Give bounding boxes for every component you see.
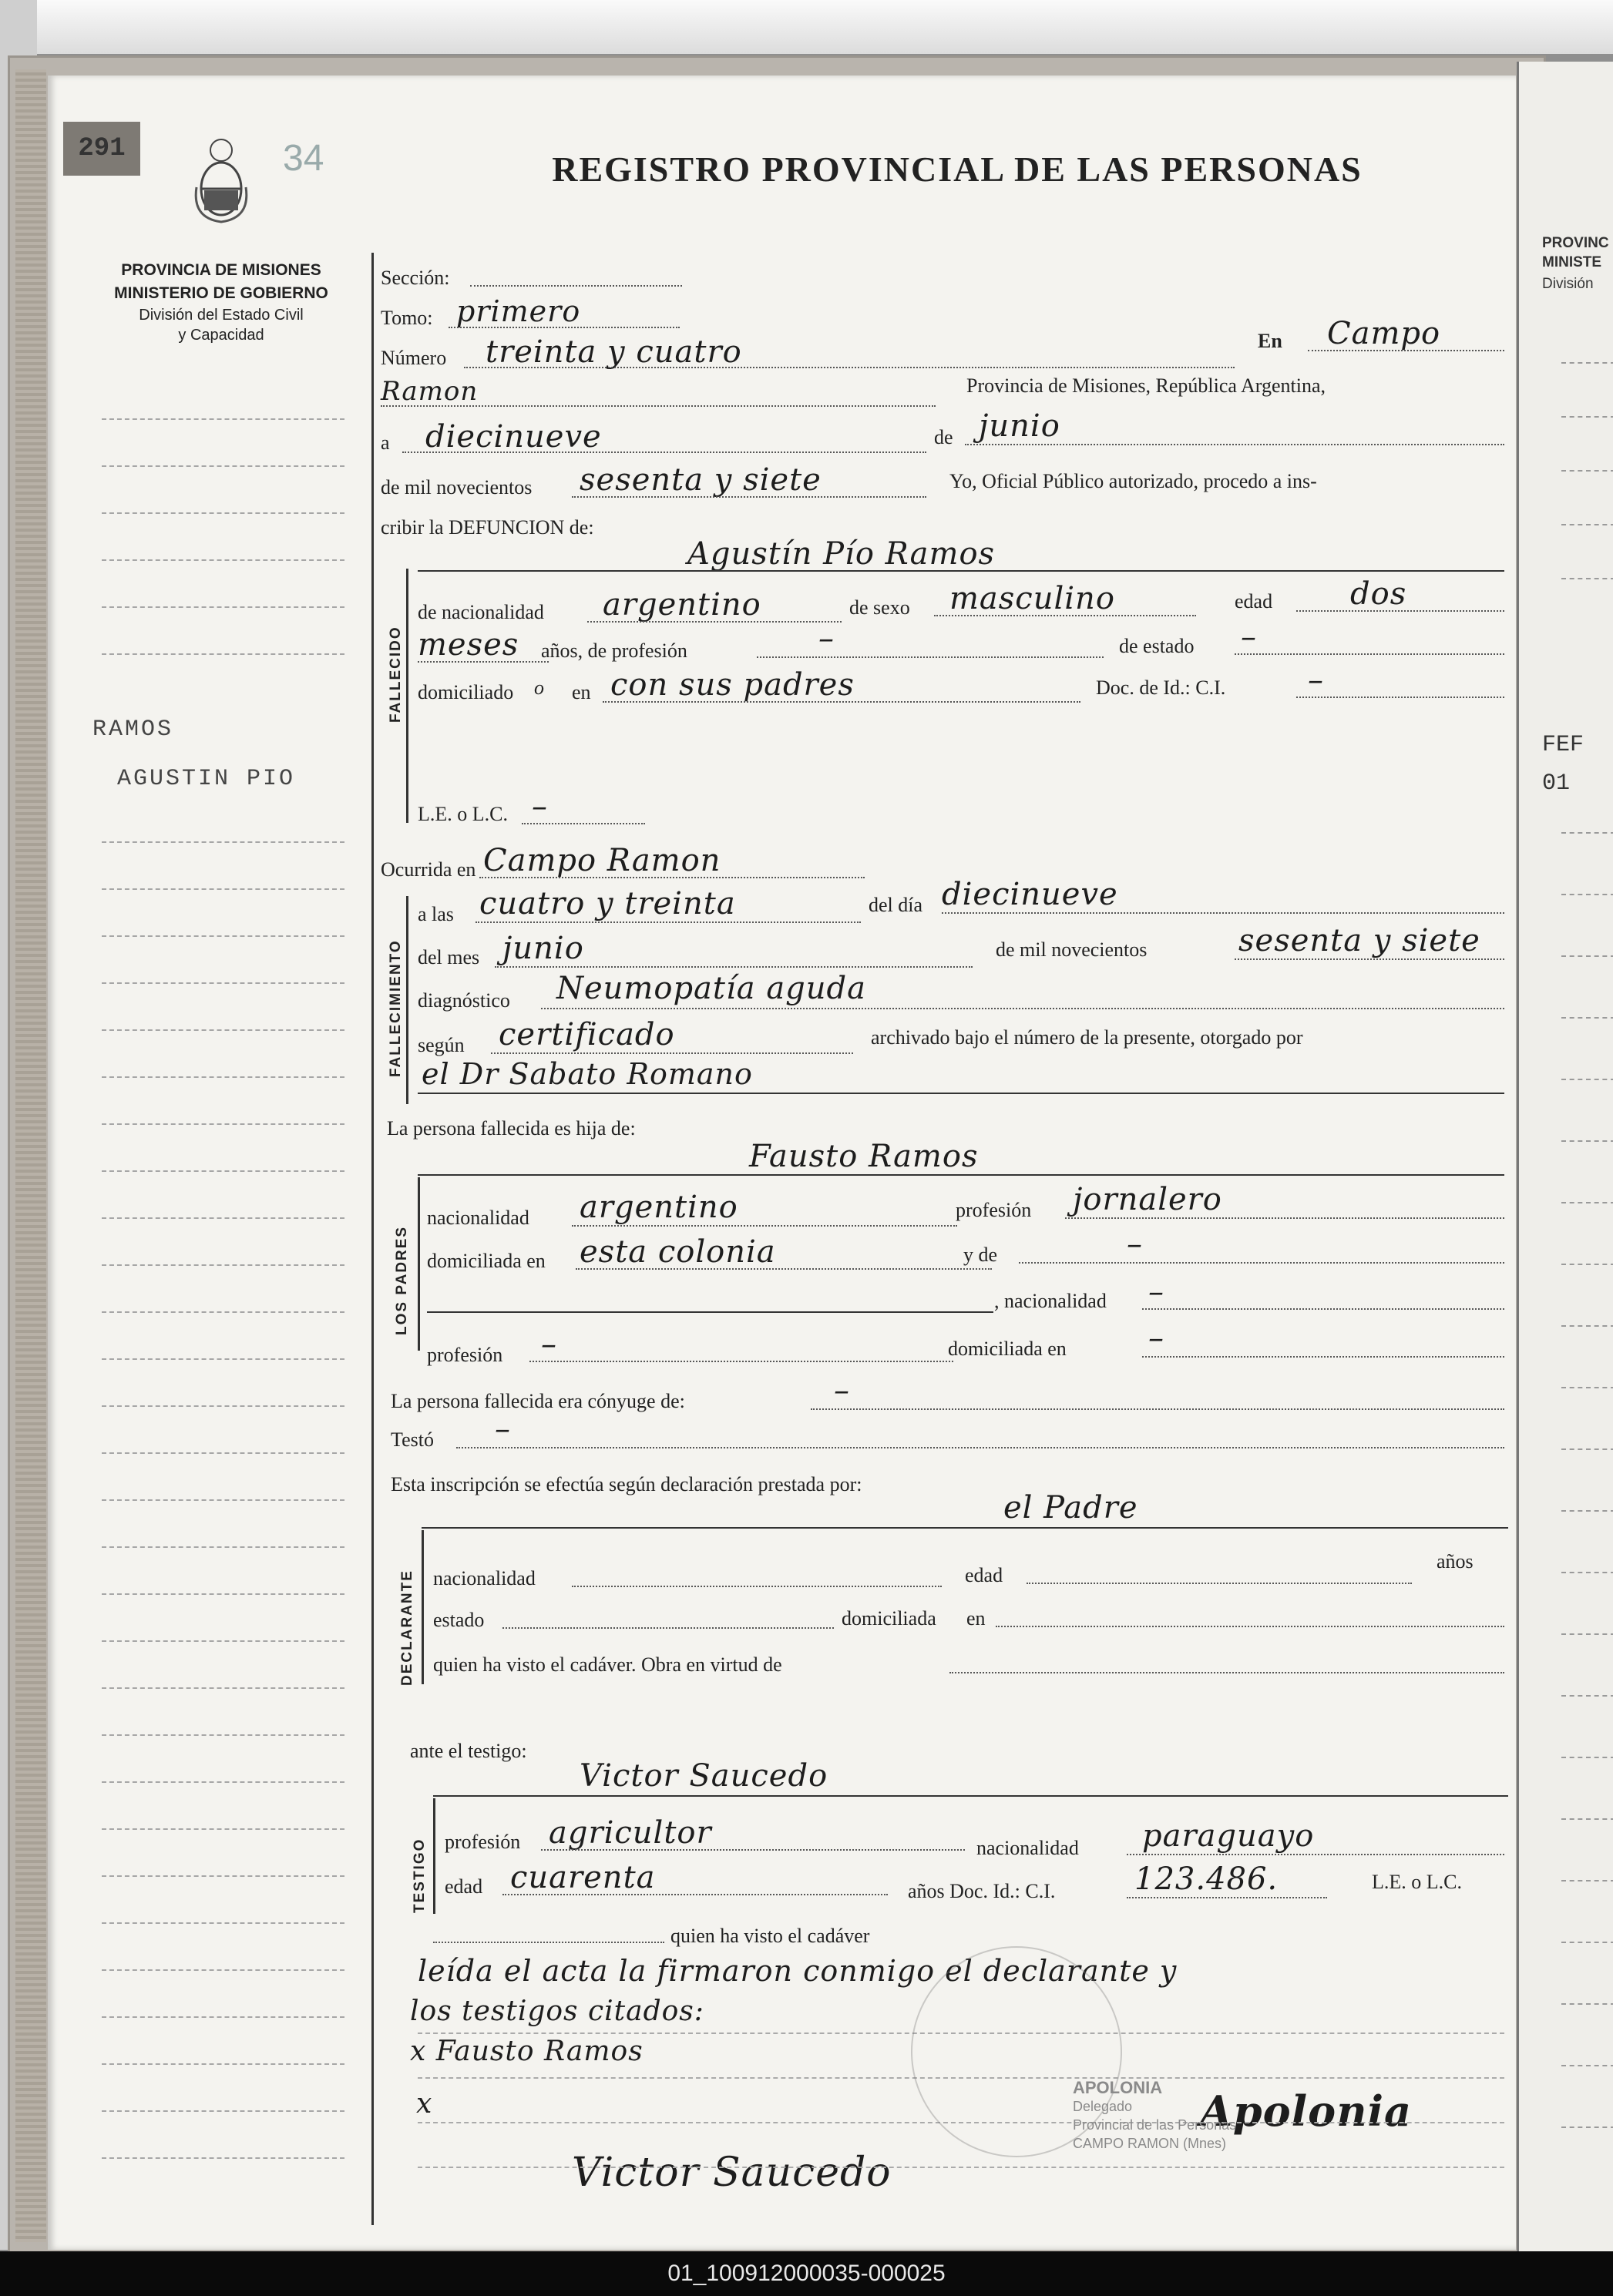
- adjacent-rule: [1561, 578, 1613, 579]
- margin-rule: [102, 512, 344, 514]
- margin-rule: [102, 465, 344, 467]
- inscribir-text: cribir la DEFUNCION de:: [381, 516, 594, 539]
- fallecimiento-archivado-text: archivado bajo el número de la presente, otorgado por: [871, 1026, 1303, 1049]
- cierre-rule: [418, 2167, 1504, 2168]
- testigo-edad-line: [502, 1894, 888, 1895]
- lugar-line: [381, 405, 936, 407]
- anio-line: [572, 496, 926, 498]
- margin-rule: [102, 1076, 344, 1078]
- testigo-visto-label: quien ha visto el cadáver: [670, 1925, 870, 1947]
- adjacent-note-1: FEF: [1542, 732, 1584, 758]
- fallecido-estado-line: [1235, 653, 1504, 655]
- testigo-edad-value: cuarenta: [510, 1860, 656, 1895]
- margin-rule: [102, 1311, 344, 1313]
- adjacent-rule: [1561, 524, 1613, 525]
- fallecimiento-mes-value: junio: [502, 931, 584, 966]
- padre-nombre-value: Fausto Ramos: [749, 1139, 979, 1174]
- scan-identifier-bar: [0, 2251, 1613, 2296]
- margin-rule: [102, 841, 344, 843]
- stamp-line4: CAMPO RAMON (Mnes): [1073, 2136, 1227, 2151]
- declarante-nombre-value: el Padre: [1003, 1490, 1138, 1526]
- conyuge-line: [811, 1408, 1504, 1410]
- numero-line: [464, 367, 1235, 368]
- adjacent-rule: [1561, 2003, 1613, 2005]
- provincia-text: Provincia de Misiones, República Argentina,: [966, 374, 1326, 397]
- fallecimiento-diagnostico-line: [541, 1008, 1504, 1009]
- fallecido-edad-unit-line: [418, 661, 549, 663]
- conyuge-value: –: [834, 1373, 850, 1408]
- padres-domiciliada2-label: domiciliada en: [948, 1338, 1067, 1360]
- padres-domiciliada-label: domiciliada en: [427, 1250, 546, 1272]
- padres-profesion2-line: [529, 1361, 953, 1362]
- padres-domiciliada2-value: –: [1148, 1321, 1164, 1356]
- fallecimiento-medico-line: [418, 1093, 1504, 1094]
- fallecido-profesion-line: [757, 656, 1104, 658]
- fallecimiento-anio-line: [1235, 958, 1504, 960]
- issuer-ministry: MINISTERIO DE GOBIERNO: [114, 284, 328, 302]
- padres-nacionalidad2-value: –: [1148, 1274, 1164, 1310]
- fallecido-estado-value: –: [1241, 619, 1257, 655]
- firma-padre: x Fausto Ramos: [410, 2036, 644, 2067]
- dia-value: diecinueve: [425, 419, 602, 455]
- adjacent-rule: [1561, 1942, 1613, 1943]
- ocurrida-label: Ocurrida en: [381, 858, 476, 881]
- stamp-line3: Provincial de las Personas: [1073, 2117, 1237, 2133]
- fallecimiento-mes-line: [495, 966, 973, 968]
- margin-rule: [102, 606, 344, 608]
- margin-rule: [102, 982, 344, 984]
- fallecimiento-diagnostico-value: Neumopatía aguda: [556, 971, 866, 1006]
- testigo-nacionalidad-line: [1127, 1854, 1504, 1855]
- declarante-nombre-line: [422, 1527, 1508, 1529]
- fallecimiento-anio-value: sesenta y siete: [1238, 923, 1480, 958]
- fallecido-domiciliado-suffix: o: [534, 676, 544, 699]
- fallecido-le-label: L.E. o L.C.: [418, 803, 508, 825]
- testo-value: –: [495, 1412, 511, 1447]
- margin-rule: [102, 418, 344, 420]
- margin-rule: [102, 1358, 344, 1360]
- madre-value: –: [1127, 1227, 1143, 1262]
- declarante-bracket: [422, 1530, 424, 1684]
- adjacent-rule: [1561, 1017, 1613, 1019]
- testigo-profesion-line: [541, 1849, 965, 1851]
- margin-rule: [102, 1405, 344, 1407]
- fallecido-anos-label: años, de profesión: [541, 639, 687, 662]
- mes-line: [965, 444, 1504, 445]
- testigo-nacionalidad-label: nacionalidad: [976, 1837, 1079, 1859]
- padre-nombre-line: [418, 1174, 1504, 1176]
- fallecimiento-del-mes-label: del mes: [418, 946, 480, 968]
- mes-value: junio: [979, 408, 1060, 444]
- testigo-nacionalidad-value: paraguayo: [1142, 1818, 1315, 1854]
- declarante-nacionalidad-label: nacionalidad: [433, 1567, 536, 1589]
- issuer-division: División del Estado Civil: [139, 307, 304, 324]
- padres-nacionalidad-line: [572, 1225, 957, 1227]
- declarante-domicilio-line: [996, 1626, 1504, 1627]
- cierre-line1: leída el acta la firmaron conmigo el declarante y: [418, 1954, 1178, 1988]
- ante-testigo-label: ante el testigo:: [410, 1740, 527, 1762]
- padres-profesion-line: [1065, 1217, 1504, 1219]
- page-number-pencil: 34: [283, 138, 324, 179]
- fallecido-bracket: [406, 569, 408, 823]
- fallecido-estado-label: de estado: [1119, 635, 1195, 657]
- testigo-edad-label: edad: [445, 1875, 483, 1898]
- margin-rule: [102, 888, 344, 890]
- testigo-bracket: [433, 1798, 435, 1914]
- margin-rule: [102, 1828, 344, 1830]
- fallecido-nacionalidad-line: [587, 621, 842, 623]
- declarante-edad-label: edad: [965, 1564, 1003, 1586]
- margin-rule: [102, 1922, 344, 1924]
- padres-profesion-value: jornalero: [1073, 1182, 1222, 1217]
- margin-rule: [102, 1687, 344, 1689]
- adjacent-rule: [1561, 1140, 1613, 1142]
- page-title: REGISTRO PROVINCIAL DE LAS PERSONAS: [552, 149, 1363, 189]
- padres-domiciliada-line: [576, 1268, 992, 1270]
- madre-nombre-line: [427, 1311, 993, 1313]
- margin-rule: [102, 1499, 344, 1501]
- adjacent-rule: [1561, 1448, 1613, 1450]
- margin-rule: [102, 2063, 344, 2065]
- testigo-anos-doc-label: años Doc. Id.: C.I.: [908, 1880, 1056, 1902]
- fallecimiento-dia-value: diecinueve: [942, 877, 1118, 912]
- fallecido-en-label: en: [572, 681, 591, 703]
- fallecido-edad-line: [1296, 610, 1504, 612]
- fallecimiento-segun-line: [491, 1052, 853, 1054]
- fallecido-sexo-label: de sexo: [849, 596, 910, 619]
- fallecido-tab-label: FALLECIDO: [388, 626, 404, 723]
- padres-profesion2-value: –: [541, 1327, 557, 1362]
- firma-testigo: Victor Saucedo: [572, 2150, 892, 2196]
- fallecido-doc-line: [1296, 697, 1504, 698]
- testigo-nombre-value: Victor Saucedo: [580, 1758, 828, 1794]
- register-page: [48, 76, 1516, 2250]
- fallecido-nombre-value: Agustín Pío Ramos: [687, 536, 996, 572]
- hija-label: La persona fallecida es hija de:: [387, 1117, 636, 1140]
- fallecimiento-medico-value: el Dr Sabato Romano: [422, 1057, 753, 1091]
- tomo-value: primero: [456, 294, 581, 328]
- adjacent-rule: [1561, 1079, 1613, 1080]
- fallecido-domicilio-line: [603, 701, 1080, 703]
- testigo-profesion-value: agricultor: [549, 1815, 712, 1851]
- adjacent-rule: [1561, 955, 1613, 957]
- firma-oficial: Apolonia: [1200, 2086, 1412, 2136]
- fallecido-edad-label: edad: [1235, 590, 1273, 613]
- padres-bracket: [418, 1177, 420, 1351]
- de-label: de: [934, 426, 953, 448]
- dia-line: [402, 451, 926, 453]
- fallecimiento-segun-label: según: [418, 1034, 465, 1056]
- declarante-estado-label: estado: [433, 1609, 485, 1631]
- conyuge-label: La persona fallecida era cónyuge de:: [391, 1390, 685, 1412]
- padres-nacionalidad-label: nacionalidad: [427, 1207, 529, 1229]
- fallecido-edad-value: dos: [1350, 576, 1407, 612]
- testigo-nombre-line: [433, 1795, 1508, 1797]
- declarante-obra-line: [949, 1672, 1504, 1673]
- ocurrida-line: [479, 877, 865, 878]
- margin-rule: [102, 1452, 344, 1454]
- margin-rule: [102, 1781, 344, 1783]
- fallecido-profesion-value: –: [818, 621, 835, 656]
- scan-background-top: [0, 0, 1613, 54]
- adjacent-rule: [1561, 1818, 1613, 1820]
- margin-rule: [102, 1734, 344, 1736]
- adjacent-header-3: División: [1542, 276, 1594, 292]
- adjacent-rule: [1561, 832, 1613, 834]
- padres-nacionalidad2-label: , nacionalidad: [994, 1290, 1107, 1312]
- adjacent-rule: [1561, 1202, 1613, 1203]
- declarante-tab-label: DECLARANTE: [399, 1569, 415, 1686]
- book-spine: [15, 69, 46, 2242]
- issuer-division-2: y Capacidad: [178, 327, 264, 344]
- margin-rule: [102, 935, 344, 937]
- declarante-edad-line: [1027, 1583, 1412, 1584]
- fallecido-nombre-line: [418, 570, 1504, 572]
- firma-x: x: [416, 2088, 433, 2120]
- adjacent-rule: [1561, 1325, 1613, 1327]
- inscripcion-text: Esta inscripción se efectúa según declaración prestada por:: [391, 1473, 862, 1495]
- padres-tab-label: LOS PADRES: [394, 1225, 410, 1335]
- fallecido-sexo-value: masculino: [949, 581, 1115, 616]
- margin-rule: [102, 1170, 344, 1172]
- official-stamp: [1073, 2079, 1474, 2153]
- lugar-value: Ramon: [381, 376, 479, 407]
- margin-rule: [102, 653, 344, 655]
- adjacent-rule: [1561, 1880, 1613, 1881]
- declarante-anos-label: años: [1437, 1550, 1474, 1573]
- testo-label: Testó: [391, 1428, 434, 1451]
- fallecimiento-segun-value: certificado: [499, 1017, 675, 1052]
- fallecido-sexo-line: [934, 615, 1196, 616]
- fallecimiento-hora-value: cuatro y treinta: [479, 886, 736, 921]
- fallecido-doc-label: Doc. de Id.: C.I.: [1096, 676, 1226, 699]
- fallecido-le-line: [522, 823, 645, 824]
- fallecimiento-mil-label: de mil novecientos: [996, 938, 1148, 961]
- declarante-estado-line: [502, 1627, 834, 1629]
- fallecimiento-tab-label: FALLECIMIENTO: [388, 939, 404, 1077]
- testigo-tab-label: TESTIGO: [412, 1838, 428, 1913]
- en-value: Campo: [1327, 316, 1441, 351]
- margin-rule: [102, 1875, 344, 1877]
- margin-rule: [102, 559, 344, 561]
- fallecimiento-dia-line: [942, 912, 1504, 914]
- seccion-line: [470, 285, 682, 287]
- adjacent-page: [1517, 62, 1613, 2251]
- cierre-line2: los testigos citados:: [410, 1996, 704, 2027]
- padres-domiciliada-value: esta colonia: [580, 1234, 776, 1270]
- margin-rule: [102, 1029, 344, 1031]
- margin-rule: [102, 2016, 344, 2018]
- padres-nacionalidad-value: argentino: [580, 1190, 738, 1225]
- mil-label: de mil novecientos: [381, 476, 533, 498]
- tomo-label: Tomo:: [381, 307, 433, 329]
- margin-rule: [102, 1546, 344, 1548]
- margin-note-given-names: AGUSTIN PIO: [117, 766, 296, 792]
- testigo-profesion-label: profesión: [445, 1831, 521, 1853]
- testigo-le-label: L.E. o L.C.: [1372, 1871, 1462, 1893]
- adjacent-rule: [1561, 1572, 1613, 1573]
- fallecimiento-del-dia-label: del día: [869, 894, 923, 916]
- declarante-nacionalidad-line: [572, 1586, 942, 1587]
- declarante-domiciliada-label: domiciliada: [842, 1607, 936, 1630]
- padres-profesion2-label: profesión: [427, 1344, 503, 1366]
- folio-stamp: 291: [63, 122, 140, 176]
- testigo-doc-line: [1127, 1897, 1327, 1898]
- scan-identifier: 01_100912000035-000025: [667, 2261, 946, 2286]
- adjacent-rule: [1561, 1633, 1613, 1635]
- issuer-province: PROVINCIA DE MISIONES: [121, 261, 321, 279]
- fallecido-nacionalidad-label: de nacionalidad: [418, 601, 544, 623]
- fallecimiento-bracket: [406, 896, 408, 1104]
- en-label: En: [1258, 330, 1282, 352]
- adjacent-rule: [1561, 1757, 1613, 1758]
- adjacent-note-2: 01: [1542, 770, 1571, 797]
- padres-domiciliada2-line: [1142, 1356, 1504, 1358]
- ocurrida-value: Campo Ramon: [483, 843, 721, 878]
- numero-label: Número: [381, 347, 447, 369]
- margin-rule: [102, 1969, 344, 1971]
- declarante-visto-label: quien ha visto el cadáver. Obra en virtud de: [433, 1653, 782, 1676]
- fallecido-doc-value: –: [1308, 663, 1324, 698]
- a-label: a: [381, 431, 390, 454]
- anio-value: sesenta y siete: [580, 462, 822, 498]
- oficial-text: Yo, Oficial Público autorizado, procedo a ins-: [949, 470, 1317, 492]
- fallecido-edad-unit-value: meses: [418, 627, 519, 663]
- seccion-label: Sección:: [381, 267, 450, 289]
- fallecido-le-value: –: [532, 789, 548, 824]
- adjacent-rule: [1561, 1387, 1613, 1388]
- adjacent-rule: [1561, 1695, 1613, 1697]
- numero-value: treinta y cuatro: [486, 334, 742, 370]
- madre-line: [1019, 1262, 1504, 1264]
- margin-rule: [102, 1593, 344, 1595]
- adjacent-rule: [1561, 2126, 1613, 2128]
- adjacent-rule: [1561, 470, 1613, 472]
- adjacent-rule: [1561, 1510, 1613, 1512]
- testo-line: [456, 1447, 1504, 1448]
- margin-rule: [102, 2157, 344, 2159]
- adjacent-rule: [1561, 1264, 1613, 1265]
- margin-rule: [102, 1123, 344, 1125]
- fallecimiento-a-las-label: a las: [418, 903, 454, 925]
- stamp-line1: APOLONIA: [1073, 2078, 1163, 2097]
- issuer-header: [94, 259, 348, 345]
- adjacent-header-1: PROVINC: [1542, 235, 1609, 251]
- adjacent-rule: [1561, 362, 1613, 364]
- fallecido-domicilio-value: con sus padres: [610, 667, 855, 703]
- testigo-doc-value: 123.486.: [1134, 1861, 1279, 1897]
- padres-profesion-label: profesión: [956, 1199, 1032, 1221]
- margin-rule: [102, 1640, 344, 1642]
- padres-y-de-label: y de: [963, 1244, 998, 1266]
- stamp-line2: Delegado: [1073, 2099, 1133, 2114]
- fallecimiento-diagnostico-label: diagnóstico: [418, 989, 510, 1012]
- adjacent-rule: [1561, 2065, 1613, 2066]
- declarante-en-label: en: [966, 1607, 986, 1630]
- fallecido-domiciliado-label: domiciliado: [418, 681, 514, 703]
- fallecido-nacionalidad-value: argentino: [603, 587, 761, 623]
- margin-rule: [102, 1264, 344, 1266]
- argentina-coat-of-arms-icon: [190, 133, 252, 226]
- adjacent-rule: [1561, 416, 1613, 418]
- adjacent-header-2: MINISTE: [1542, 254, 1602, 270]
- margin-rule: [102, 1217, 344, 1219]
- adjacent-rule: [1561, 894, 1613, 895]
- fallecimiento-hora-line: [475, 921, 861, 923]
- padres-nacionalidad2-line: [1142, 1308, 1504, 1310]
- margin-rule: [102, 2110, 344, 2112]
- en-line: [1308, 350, 1504, 351]
- tomo-line: [449, 327, 680, 328]
- margin-note-surname: RAMOS: [92, 717, 174, 743]
- testigo-visto-line: [433, 1942, 664, 1943]
- margin-divider: [371, 253, 374, 2225]
